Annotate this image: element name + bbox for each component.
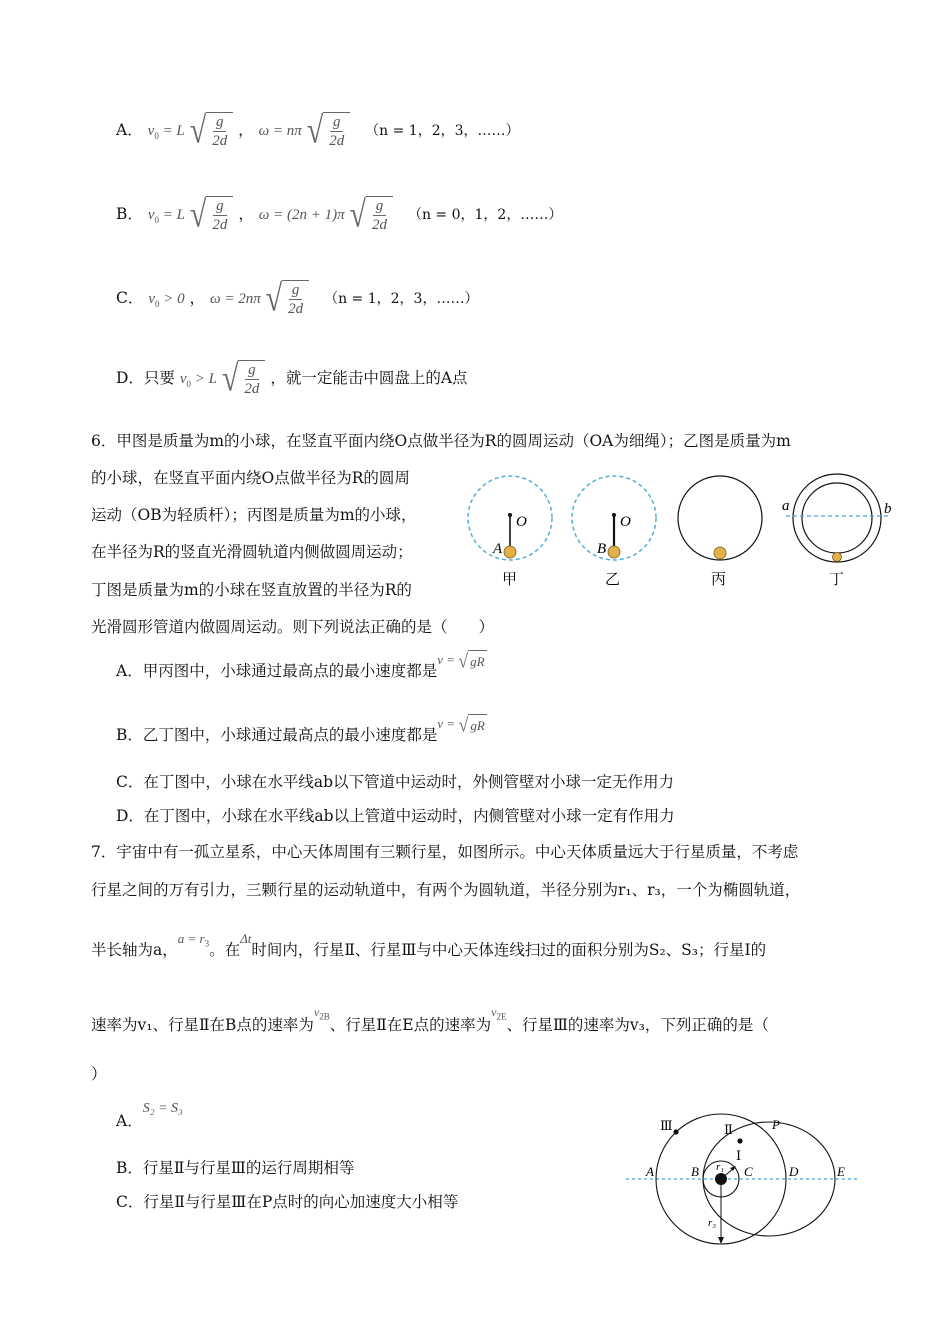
ball-bing xyxy=(714,547,726,559)
label-P: P xyxy=(772,1117,780,1132)
q6-stem-line-3: 运动（OB为轻质杆）；丙图是质量为m的小球， xyxy=(91,506,417,524)
q5-option-c: C． $v_0 > 0$ ， ω = 2nπ √ $\frac{g}{2d}$ （n = 1，2，3，……） xyxy=(116,277,479,319)
q7-orbit-figure xyxy=(626,1112,866,1246)
label-b: b xyxy=(884,501,892,517)
label-D: D xyxy=(789,1164,799,1179)
q6-stem-line-1: 6．甲图是质量为m的小球，在竖直平面内绕O点做半径为R的圆周运动（OA为细绳）；乙图是质量为m xyxy=(91,432,791,450)
q6-figure xyxy=(460,468,900,598)
label-ding: 丁 xyxy=(829,572,845,588)
q6-stem-line-6: 光滑圆形管道内做圆周运动。则下列说法正确的是（ ） xyxy=(91,618,495,636)
label-B: B xyxy=(597,541,607,557)
q6-option-d: D．在丁图中，小球在水平线ab以上管道中运动时，内侧管壁对小球一定有作用力 xyxy=(116,807,675,825)
label-bing: 丙 xyxy=(711,572,727,588)
label-E: E xyxy=(837,1164,845,1179)
label-III: Ⅲ xyxy=(660,1118,673,1133)
label-II: Ⅱ xyxy=(724,1122,733,1137)
circle-ding-outer xyxy=(793,474,881,562)
q7-option-a: A．S₂ = S₃ xyxy=(116,1101,183,1130)
q7-stem-line-1: 7．宇宙中有一孤立星系，中心天体周围有三颗行星，如图所示。中心天体质量远大于行星质量，不考虑 xyxy=(91,843,799,861)
label-A: A xyxy=(493,541,503,557)
q6-stem-line-5: 丁图是质量为m的小球在竖直放置的半径为R的 xyxy=(91,581,412,599)
q7-stem-line-2: 行星之间的万有引力，三颗行星的运动轨道中，有两个为圆轨道，半径分别为r₁、r₃，一个为椭圆轨道， xyxy=(91,881,801,899)
q7-stem-line-5: ） xyxy=(91,1065,107,1083)
q7-stem-line-3: 半长轴为a，$^{a = r_3}$。在$^{\Delta t}$时间内，行星Ⅱ、行星Ⅲ与中心天体连线扫过的面积分别为S₂、S₃；行星Ⅰ的 xyxy=(91,931,767,959)
q6-stem-line-2: 的小球，在竖直平面内绕O点做半径为R的圆周 xyxy=(91,469,410,487)
ball-jia xyxy=(504,546,516,558)
q7-stem-line-4: 速率为v₁、行星Ⅱ在B点的速率为$^{v_{2B}}$、行星Ⅱ在E点的速率为$^{v_{2E}}$、行星Ⅲ的速率为v₃，下列正确的是（ xyxy=(91,1005,769,1034)
q6-option-a: A．甲丙图中，小球通过最高点的最小速度都是$^{v = √ gR}$ xyxy=(116,650,485,680)
label-yi: 乙 xyxy=(605,572,621,588)
label-I: Ⅰ xyxy=(736,1148,742,1163)
label-O-yi: O xyxy=(620,514,631,530)
label-a: a xyxy=(782,498,790,514)
label-A: A xyxy=(646,1164,654,1179)
q5-option-b: B． $v_0 = L$ √ $\frac{g}{2d}$ ， ω = (2n + 1)π √ $\frac{g}{2d}$ （n = 0，1，2，……） xyxy=(116,193,563,235)
circle-ding-inner xyxy=(802,483,872,553)
label-jia: 甲 xyxy=(502,572,518,588)
q6-stem-line-4: 在半径为R的竖直光滑圆轨道内侧做圆周运动； xyxy=(91,543,413,561)
label-C: C xyxy=(744,1164,753,1179)
q5-option-d: D．只要 $v_0 > L$ √ $\frac{g}{2d}$ ，就一定能击中圆盘上的A点 xyxy=(116,357,468,399)
q7-option-c: C．行星Ⅱ与行星Ⅲ在P点时的向心加速度大小相等 xyxy=(116,1193,459,1211)
q6-option-c: C．在丁图中，小球在水平线ab以下管道中运动时，外侧管壁对小球一定无作用力 xyxy=(116,773,675,791)
q6-option-b: B．乙丁图中，小球通过最高点的最小速度都是$^{v = √ gR}$ xyxy=(116,714,485,744)
label-B: B xyxy=(691,1164,699,1179)
q7-option-b: B．行星Ⅱ与行星Ⅲ的运行周期相等 xyxy=(116,1159,355,1177)
planet-III xyxy=(673,1129,678,1134)
label-r1: r₁ xyxy=(716,1161,725,1173)
ball-yi xyxy=(608,546,620,558)
label-O-jia: O xyxy=(516,514,527,530)
ball-ding xyxy=(833,553,842,562)
planet-II xyxy=(737,1138,742,1143)
label-r3: r₃ xyxy=(708,1217,717,1229)
q5-option-a: A． $v_0 = L$ √ $\frac{g}{2d}$ ， ω = nπ √ $\frac{g}{2d}$ （n = 1，2，3，……） xyxy=(116,109,520,151)
sqrt-g-over-2d: √ $\frac{g}{2d}$ xyxy=(190,112,233,150)
